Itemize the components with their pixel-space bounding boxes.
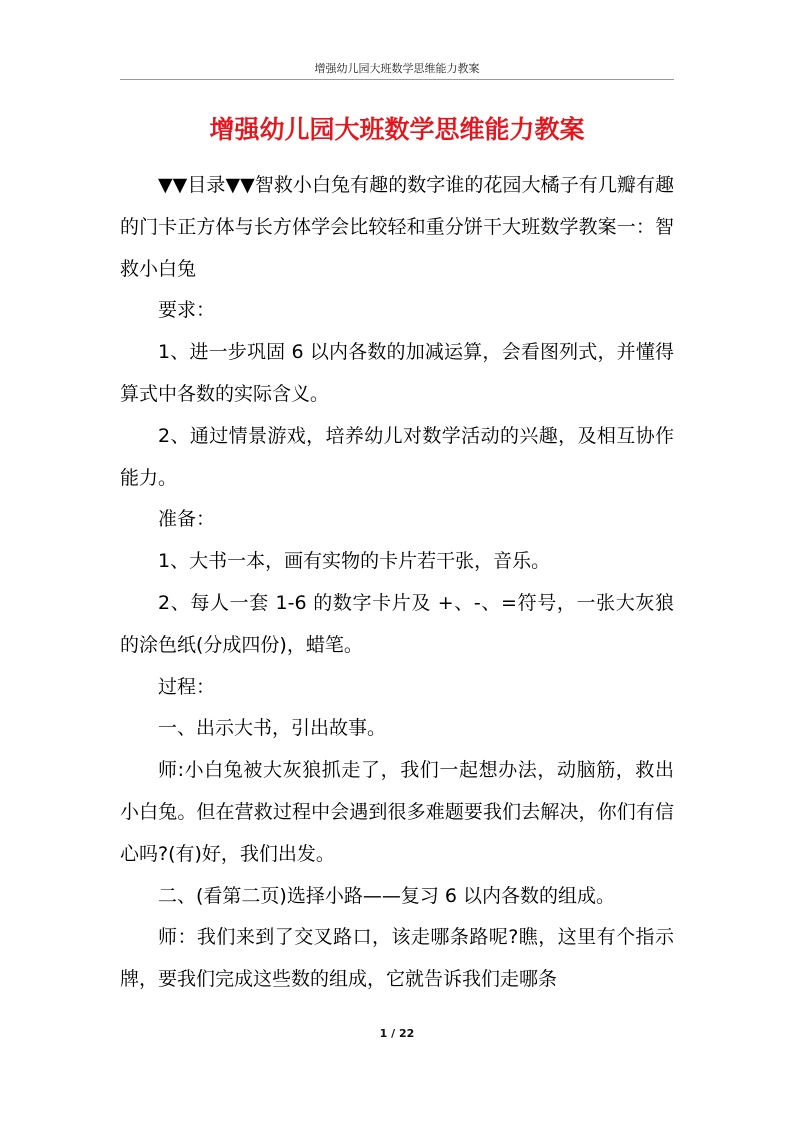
page-number: 1 / 22	[379, 1027, 415, 1040]
running-header: 增强幼儿园大班数学思维能力教案	[314, 62, 480, 75]
paragraph-table-of-contents: ▼▼目录▼▼智救小白兔有趣的数字谁的花园大橘子有几瓣有趣的门卡正方体与长方体学会比较轻和重分饼干大班数学教案一：智救小白兔	[120, 174, 674, 280]
document-title: 增强幼儿园大班数学思维能力教案	[209, 115, 585, 144]
paragraph-requirement-2: 2、通过情景游戏，培养幼儿对数学活动的兴趣，及相互协作能力。	[120, 424, 674, 489]
document-body	[120, 165, 674, 1001]
paragraph-teacher-story: 师:小白兔被大灰狼抓走了，我们一起想办法，动脑筋，救出小白兔。但在营救过程中会遇到很多难题要我们去解决，你们有信心吗?(有)好，我们出发。	[120, 759, 674, 865]
paragraph-process-step-2: 二、(看第二页)选择小路——复习 6 以内各数的组成。	[158, 884, 615, 907]
paragraph-process-step-1: 一、出示大书，引出故事。	[158, 717, 387, 740]
paragraph-requirements-heading: 要求：	[158, 299, 216, 322]
paragraph-preparation-2: 2、每人一套 1-6 的数字卡片及 +、-、=符号，一张大灰狼的涂色纸(分成四份)，蜡笔。	[120, 591, 674, 656]
paragraph-preparation-1: 1、大书一本，画有实物的卡片若干张，音乐。	[158, 550, 551, 573]
paragraph-process-heading: 过程：	[158, 675, 216, 698]
paragraph-teacher-crossroads: 师：我们来到了交叉路口，该走哪条路呢?瞧，这里有个指示牌，要我们完成这些数的组成，它就告诉我们走哪条	[120, 926, 674, 991]
paragraph-requirement-1: 1、进一步巩固 6 以内各数的加减运算，会看图列式，并懂得算式中各数的实际含义。	[120, 341, 674, 405]
paragraph-preparation-heading: 准备：	[158, 508, 216, 531]
header-divider	[120, 79, 674, 80]
